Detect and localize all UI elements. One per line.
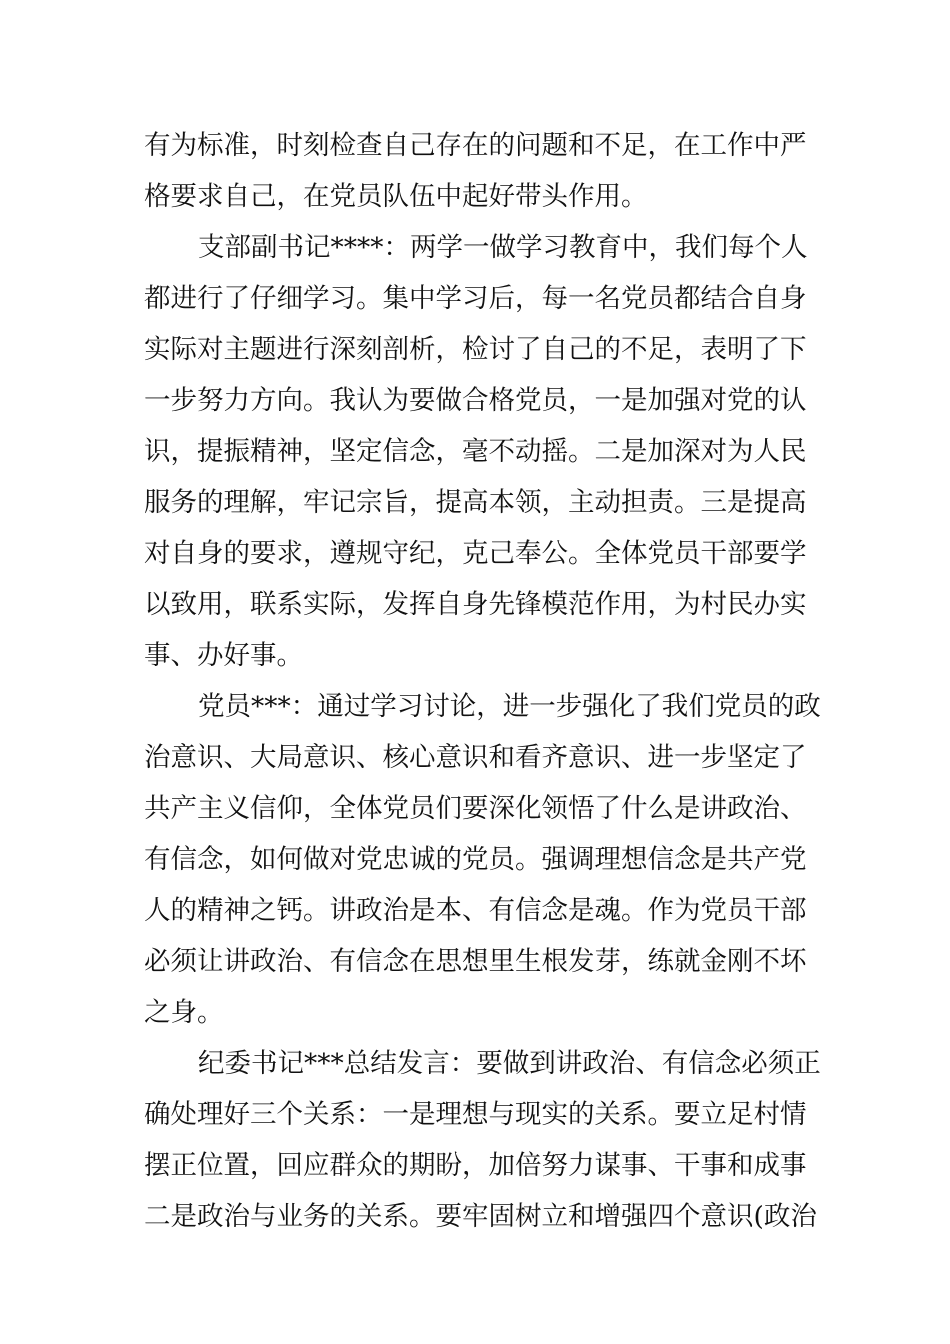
text-line: 有信念，如何做对党忠诚的党员。强调理想信念是共产党	[144, 844, 807, 875]
text-line: 对自身的要求，遵规守纪，克己奉公。全体党员干部要学	[144, 538, 807, 569]
text-line: 摆正位置，回应群众的期盼，加倍努力谋事、干事和成事	[144, 1150, 807, 1181]
text-line: 实际对主题进行深刻剖析，检讨了自己的不足，表明了下	[144, 334, 807, 365]
text-line: 共产主义信仰，全体党员们要深化领悟了什么是讲政治、	[144, 793, 807, 824]
text-line: 人的精神之钙。讲政治是本、有信念是魂。作为党员干部	[144, 895, 807, 926]
text-line: 以致用，联系实际，发挥自身先锋模范作用，为村民办实	[144, 589, 807, 620]
text-line: 必须让讲政治、有信念在思想里生根发芽，练就金刚不坏	[144, 946, 807, 977]
text-line: 识，提振精神，坚定信念，毫不动摇。二是加深对为人民	[144, 436, 807, 467]
paragraph-first-line: 支部副书记****：两学一做学习教育中，我们每个人	[198, 232, 808, 263]
text-line: 确处理好三个关系：一是理想与现实的关系。要立足村情	[144, 1099, 807, 1130]
text-line: 格要求自己，在党员队伍中起好带头作用。	[144, 181, 648, 212]
text-line: 一步努力方向。我认为要做合格党员，一是加强对党的认	[144, 385, 807, 416]
text-line: 都进行了仔细学习。集中学习后，每一名党员都结合自身	[144, 283, 807, 314]
text-line: 二是政治与业务的关系。要牢固树立和增强四个意识(政治	[144, 1201, 817, 1232]
paragraph-first-line: 党员***：通过学习讨论，进一步强化了我们党员的政	[198, 691, 821, 722]
text-line: 治意识、大局意识、核心意识和看齐意识、进一步坚定了	[144, 742, 807, 773]
text-line: 事、办好事。	[144, 640, 303, 671]
text-line: 有为标准，时刻检查自己存在的问题和不足，在工作中严	[144, 130, 807, 161]
document-body	[144, 120, 821, 1242]
paragraph-first-line: 纪委书记***总结发言：要做到讲政治、有信念必须正	[198, 1048, 821, 1079]
text-line: 服务的理解，牢记宗旨，提高本领，主动担责。三是提高	[144, 487, 807, 518]
text-line: 之身。	[144, 997, 224, 1028]
